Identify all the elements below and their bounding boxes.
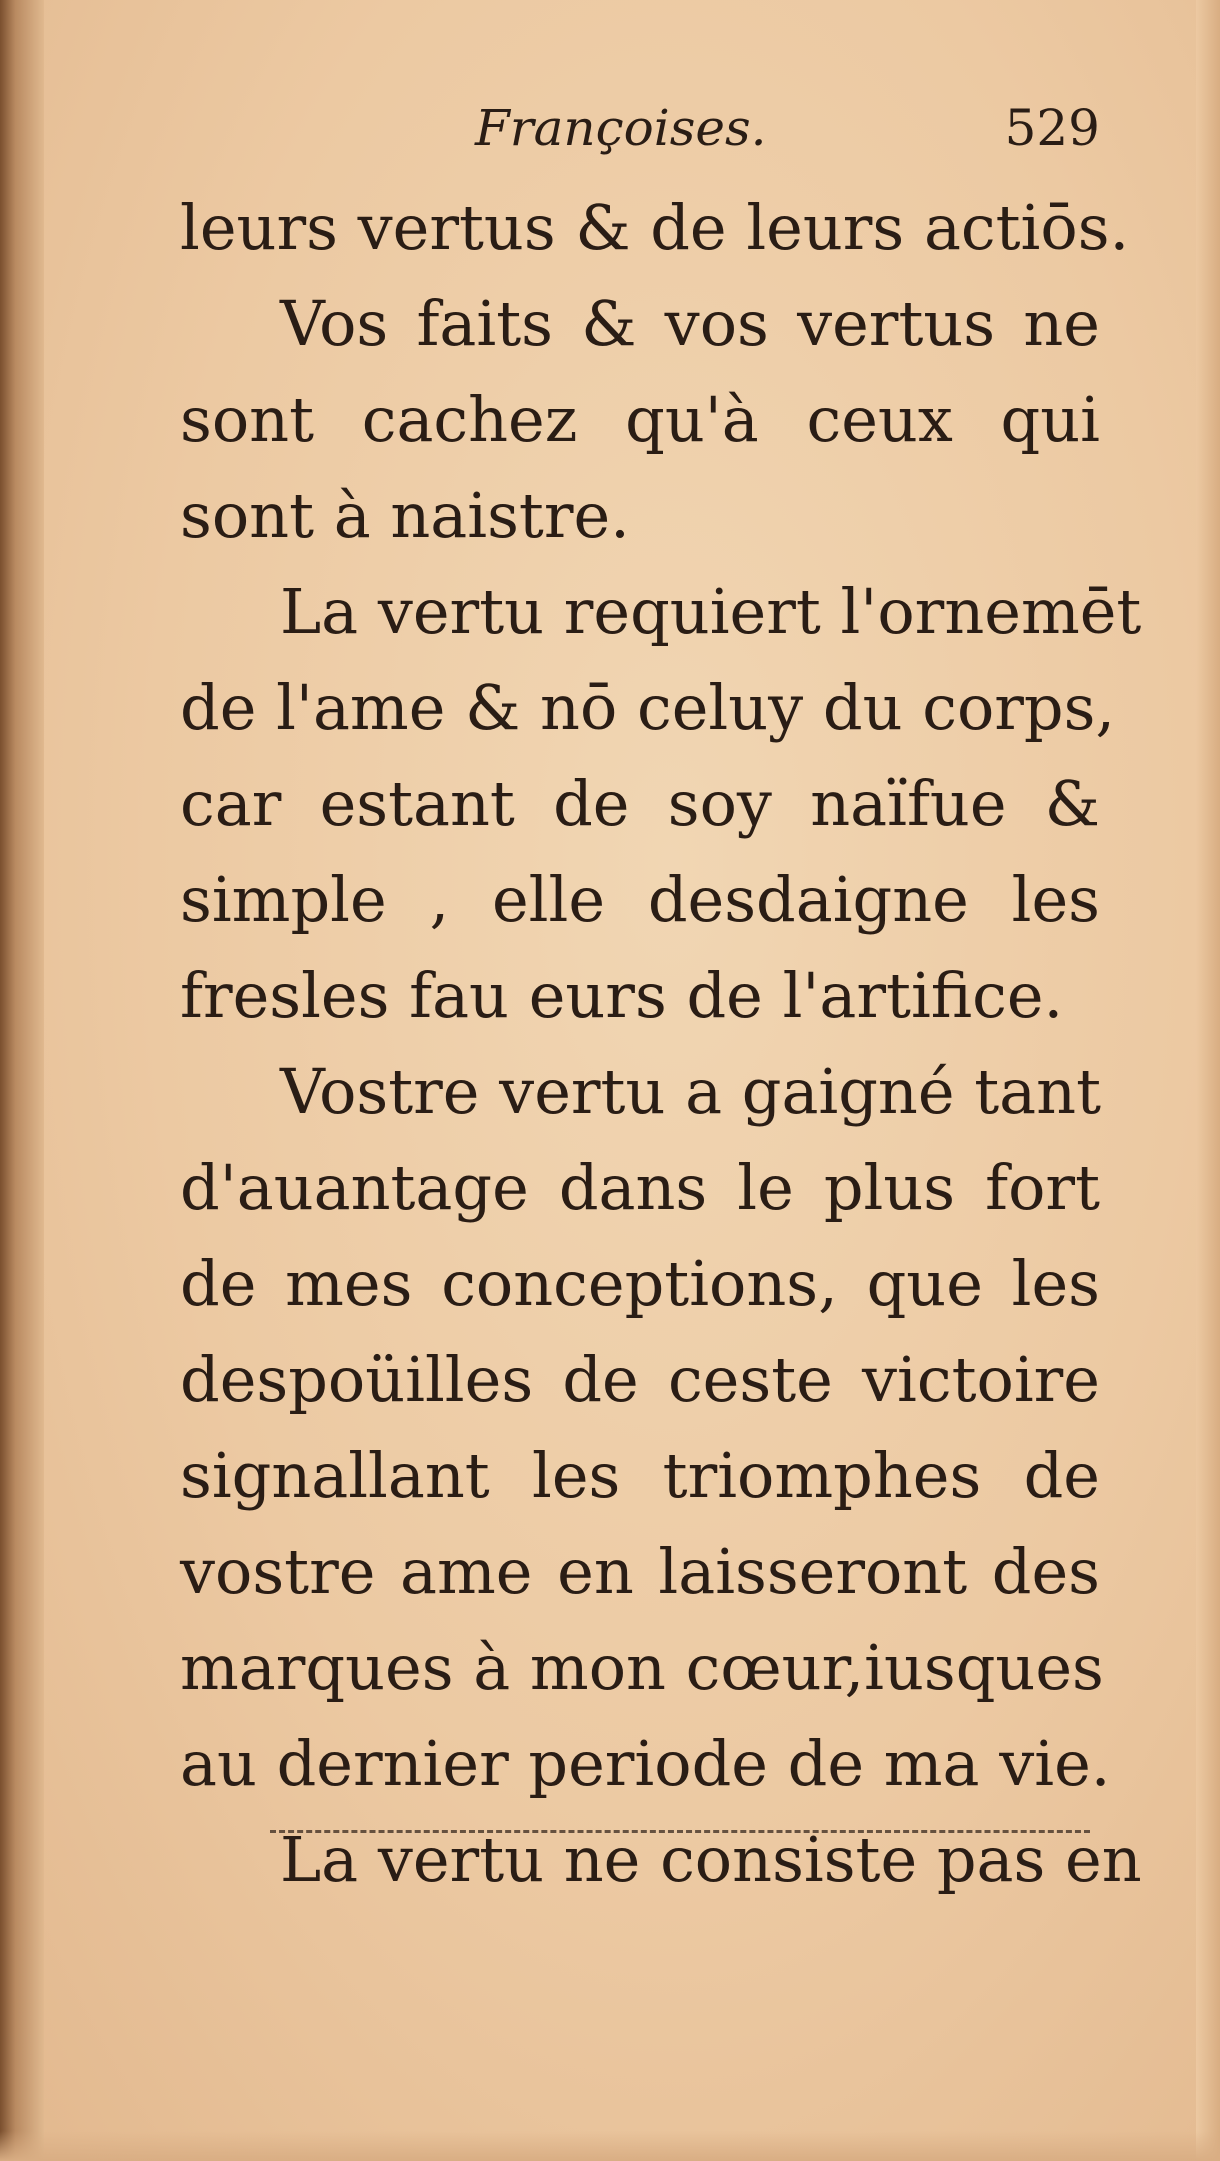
text-line: marques à mon cœur,iusques	[180, 1631, 1104, 1704]
page-number: 529	[1004, 99, 1100, 157]
page-header	[180, 92, 1100, 162]
catchword-rule	[270, 1830, 1090, 1833]
text-line: de l'ame & nō celuy du corps,	[180, 671, 1116, 744]
running-title: Françoises.	[475, 99, 767, 157]
text-line: simple , elle desdaigne les	[180, 863, 1100, 936]
text-line: despoüilles de ceste victoire	[180, 1343, 1100, 1416]
text-line: signallant les triomphes de	[180, 1439, 1100, 1512]
text-line: fresles fau eurs de l'artifice.	[180, 959, 1064, 1032]
page-edge-right	[1196, 0, 1220, 2161]
text-line: Vos faits & vos vertus ne	[280, 287, 1100, 360]
page-gutter-shadow	[0, 0, 44, 2161]
text-line: car estant de soy naïfue &	[180, 767, 1100, 840]
text-line: Vostre vertu a gaigné tant	[280, 1055, 1101, 1128]
text-line: au dernier periode de ma vie.	[180, 1727, 1111, 1800]
text-line: vostre ame en laisseront des	[180, 1535, 1100, 1608]
page-edge-bottom	[0, 2131, 1220, 2161]
text-line: La vertu ne consiste pas en	[280, 1823, 1142, 1896]
text-line: sont à naistre.	[180, 479, 630, 552]
text-line: La vertu requiert l'ornemēt	[280, 575, 1142, 648]
text-line: de mes conceptions, que les	[180, 1247, 1100, 1320]
text-line: leurs vertus & de leurs actiōs.	[180, 191, 1130, 264]
text-line: sont cachez qu'à ceux qui	[180, 383, 1100, 456]
body-text	[180, 180, 1142, 1908]
text-line: d'auantage dans le plus fort	[180, 1151, 1100, 1224]
